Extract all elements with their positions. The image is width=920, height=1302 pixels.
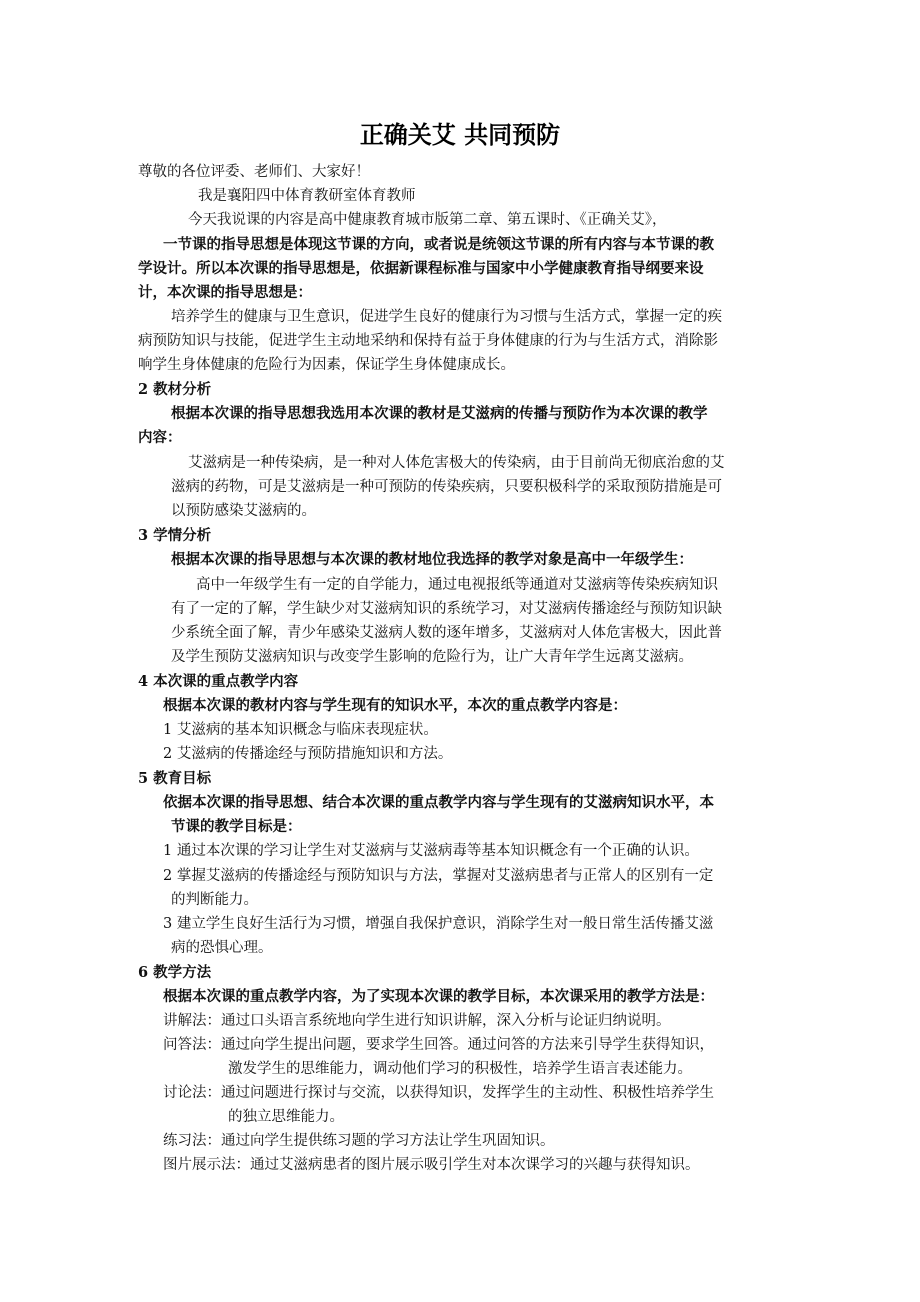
section-lead-line: 根据本次课的指导思想我选用本次课的教材是艾滋病的传播与预防作为本次课的教学 [171, 405, 708, 422]
section-heading: 3 学情分析 [138, 527, 212, 544]
document-title: 正确关艾 共同预防 [359, 121, 561, 149]
intro-line: 我是襄阳四中体育教研室体育教师 [198, 188, 416, 204]
greeting: 尊敬的各位评委、老师们、大家好！ [138, 164, 370, 180]
list-item: 2 艾滋病的传播途经与预防措施知识和方法。 [163, 746, 453, 762]
section-lead-line: 内容： [138, 429, 182, 446]
list-item: 1 艾滋病的基本知识概念与临床表现症状。 [163, 722, 438, 738]
section-lead-line: 依据本次课的指导思想、结合本次课的重点教学内容与学生现有的艾滋病知识水平，本 [163, 794, 714, 811]
method-item: 讨论法：通过问题进行探讨与交流，以获得知识，发挥学生的主动性、积极性培养学生 [163, 1085, 714, 1101]
section-body-line: 高中一年级学生有一定的自学能力，通过电视报纸等通道对艾滋病等传染疾病知识 [196, 577, 718, 593]
guiding-paragraph-line: 学设计。所以本次课的指导思想是，依据新课程标准与国家中小学健康教育指导纲要来设 [138, 260, 704, 277]
section-heading: 4 本次课的重点教学内容 [138, 673, 299, 690]
guiding-body-line: 病预防知识与技能，促进学生主动地采纳和保持有益于身体健康的行为与生活方式，消除影 [138, 333, 718, 349]
section-body-line: 以预防感染艾滋病的。 [171, 503, 316, 519]
section-body-line: 及学生预防艾滋病知识与改变学生影响的危险行为，让广大青年学生远离艾滋病。 [171, 649, 693, 665]
guiding-body-line: 响学生身体健康的危险行为因素，保证学生身体健康成长。 [138, 357, 515, 373]
method-item-continuation: 的独立思维能力。 [228, 1109, 344, 1125]
guiding-paragraph-line: 一节课的指导思想是体现这节课的方向，或者说是统领这节课的所有内容与本节课的教 [163, 236, 714, 253]
section-heading: 6 教学方法 [138, 964, 212, 981]
section-body-line: 有了一定的了解，学生缺少对艾滋病知识的系统学习，对艾滋病传播途经与预防知识缺 [171, 601, 722, 617]
section-body-line: 艾滋病是一种传染病，是一种对人体危害极大的传染病，由于目前尚无彻底治愈的艾 [188, 455, 725, 471]
method-item-continuation: 激发学生的思维能力，调动他们学习的积极性，培养学生语言表述能力。 [228, 1061, 692, 1077]
section-lead-line: 节课的教学目标是： [171, 818, 302, 835]
section-body-line: 少系统全面了解，青少年感染艾滋病人数的逐年增多，艾滋病对人体危害极大，因此普 [171, 625, 722, 641]
guiding-paragraph-line: 计，本次课的指导思想是： [138, 284, 312, 301]
guiding-body-line: 培养学生的健康与卫生意识，促进学生良好的健康行为习惯与生活方式，掌握一定的疾 [171, 309, 722, 325]
section-heading: 2 教材分析 [138, 381, 212, 398]
method-item: 图片展示法：通过艾滋病患者的图片展示吸引学生对本次课学习的兴趣与获得知识。 [163, 1157, 700, 1173]
method-item: 问答法：通过向学生提出问题，要求学生回答。通过问答的方法来引导学生获得知识， [163, 1037, 714, 1053]
section-lead-line: 根据本次课的重点教学内容，为了实现本次课的教学目标，本次课采用的教学方法是： [163, 988, 714, 1005]
list-item: 2 掌握艾滋病的传播途经与预防知识与方法，掌握对艾滋病患者与正常人的区别有一定 [163, 868, 714, 884]
section-heading: 5 教育目标 [138, 770, 212, 787]
section-lead-line: 根据本次课的指导思想与本次课的教材地位我选择的教学对象是高中一年级学生： [171, 551, 693, 568]
list-item-continuation: 的判断能力。 [171, 892, 258, 908]
method-item: 练习法：通过向学生提供练习题的学习方法让学生巩固知识。 [163, 1133, 555, 1149]
intro-line: 今天我说课的内容是高中健康教育城市版第二章、第五课时、《正确关艾》， [188, 212, 667, 228]
section-lead-line: 根据本次课的教材内容与学生现有的知识水平，本次的重点教学内容是： [163, 697, 627, 714]
list-item: 1 通过本次课的学习让学生对艾滋病与艾滋病毒等基本知识概念有一个正确的认识。 [163, 843, 699, 859]
list-item: 3 建立学生良好生活行为习惯，增强自我保护意识，消除学生对一般日常生活传播艾滋 [163, 916, 714, 932]
section-body-line: 滋病的药物，可是艾滋病是一种可预防的传染疾病，只要积极科学的采取预防措施是可 [171, 479, 722, 495]
method-item: 讲解法：通过口头语言系统地向学生进行知识讲解，深入分析与论证归纳说明。 [163, 1013, 671, 1029]
list-item-continuation: 病的恐惧心理。 [171, 940, 273, 956]
